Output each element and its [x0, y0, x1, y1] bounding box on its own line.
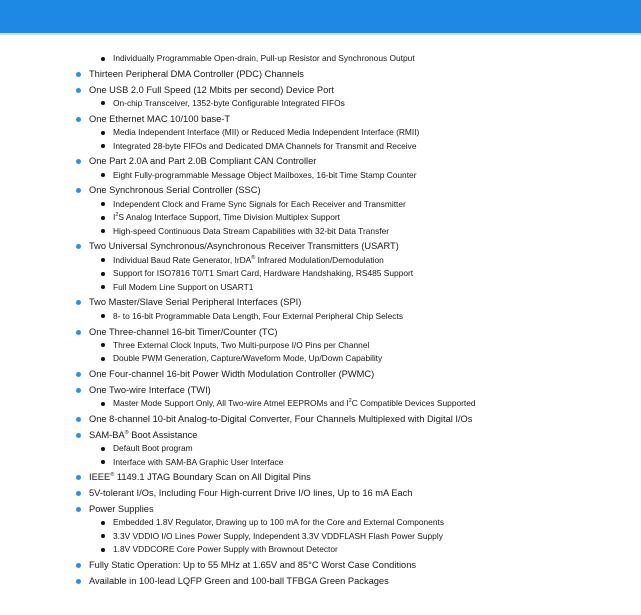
feature-item — [0, 413, 641, 426]
feature-subitem — [0, 169, 641, 182]
feature-text: Double PWM Generation, Capture/Waveform Mode, Up/Down Capability — [113, 353, 383, 364]
feature-text: Default Boot program — [113, 443, 193, 454]
feature-subitem — [0, 198, 641, 211]
bullet-icon — [76, 159, 81, 164]
header-bar — [0, 0, 641, 33]
bullet-icon — [76, 563, 81, 568]
sub-bullet-icon — [101, 144, 105, 148]
feature-subitem — [0, 254, 641, 267]
feature-subitem — [0, 442, 641, 455]
feature-text: One Three-channel 16-bit Timer/Counter (TC) — [89, 326, 278, 337]
feature-item — [0, 559, 641, 572]
sub-bullet-icon — [101, 101, 105, 105]
feature-text: Master Mode Support Only, All Two-wire Atmel EEPROMs and $I^2C$ Compatible Devices Supported — [113, 398, 476, 409]
feature-text: Embedded 1.8V Regulator, Drawing up to 100 mA for the Core and External Components — [113, 517, 445, 528]
sub-bullet-icon — [101, 285, 105, 289]
bullet-icon — [76, 491, 81, 496]
feature-item — [0, 384, 641, 397]
feature-text: One 8-channel 10-bit Analog-to-Digital Converter, Four Channels Multiplexed with Digital I/Os — [89, 414, 473, 425]
feature-text: SAM-BA® Boot Assistance — [89, 429, 198, 440]
feature-item — [0, 326, 641, 339]
sub-bullet-icon — [101, 460, 105, 464]
feature-item — [0, 503, 641, 516]
feature-text: Interface with SAM-BA Graphic User Interface — [113, 456, 284, 467]
feature-text: Media Independent Interface (MII) or Reduced Media Independent Interface (RMII) — [113, 127, 420, 138]
sub-bullet-icon — [101, 272, 105, 276]
feature-text: $I^2S$ Analog Interface Support, Time Division Multiplex Support — [113, 212, 340, 223]
feature-text: Thirteen Peripheral DMA Controller (PDC) Channels — [89, 68, 304, 79]
bullet-icon — [76, 88, 81, 93]
feature-subitem — [0, 140, 641, 153]
sub-bullet-icon — [101, 57, 105, 61]
feature-text: Support for ISO7816 T0/T1 Smart Card, Hardware Handshaking, RS485 Support — [113, 268, 414, 279]
feature-text: Integrated 28-byte FIFOs and Dedicated DMA Channels for Transmit and Receive — [113, 140, 417, 151]
bullet-icon — [76, 188, 81, 193]
feature-item — [0, 84, 641, 97]
header-divider — [0, 33, 641, 35]
bullet-icon — [76, 579, 81, 584]
bullet-icon — [76, 72, 81, 77]
feature-subitem — [0, 126, 641, 139]
feature-subitem — [0, 530, 641, 543]
bullet-icon — [76, 475, 81, 480]
feature-subitem — [0, 52, 641, 65]
feature-item — [0, 155, 641, 168]
feature-text: One Ethernet MAC 10/100 base-T — [89, 113, 231, 124]
sub-bullet-icon — [101, 343, 105, 347]
feature-subitem — [0, 456, 641, 469]
feature-text: IEEE® 1149.1 JTAG Boundary Scan on All Digital Pins — [89, 472, 311, 483]
feature-item — [0, 184, 641, 197]
sub-bullet-icon — [101, 357, 105, 361]
sub-bullet-icon — [101, 447, 105, 451]
bullet-icon — [76, 507, 81, 512]
feature-text: Two Universal Synchronous/Asynchronous Receiver Transmitters (USART) — [89, 241, 399, 252]
feature-text: Eight Fully-programmable Message Object Mailboxes, 16-bit Time Stamp Counter — [113, 169, 417, 180]
feature-list — [0, 52, 641, 588]
feature-text: One Part 2.0A and Part 2.0B Compliant CAN Controller — [89, 156, 317, 167]
feature-item — [0, 68, 641, 81]
sub-bullet-icon — [101, 173, 105, 177]
bullet-icon — [76, 372, 81, 377]
feature-text: High-speed Continuous Data Stream Capabilities with 32-bit Data Transfer — [113, 225, 390, 236]
feature-subitem — [0, 339, 641, 352]
sub-bullet-icon — [101, 131, 105, 135]
feature-text: Full Modem Line Support on USART1 — [113, 281, 254, 292]
bullet-icon — [76, 433, 81, 438]
feature-text: On-chip Transceiver, 1352-byte Configurable Integrated FIFOs — [113, 97, 345, 108]
feature-item — [0, 296, 641, 309]
sub-bullet-icon — [101, 258, 105, 262]
feature-item — [0, 368, 641, 381]
bullet-icon — [76, 388, 81, 393]
feature-item — [0, 240, 641, 253]
feature-subitem — [0, 352, 641, 365]
feature-text: One Four-channel 16-bit Power Width Modulation Controller (PWMC) — [89, 369, 375, 380]
feature-item — [0, 471, 641, 484]
sub-bullet-icon — [101, 521, 105, 525]
feature-text: One Two-wire Interface (TWI) — [89, 384, 211, 395]
sub-bullet-icon — [101, 229, 105, 233]
feature-text: Available in 100-lead LQFP Green and 100-ball TFBGA Green Packages — [89, 575, 389, 586]
bullet-icon — [76, 417, 81, 422]
feature-item — [0, 487, 641, 500]
feature-subitem — [0, 543, 641, 556]
feature-subitem — [0, 211, 641, 224]
feature-subitem — [0, 267, 641, 280]
feature-text: Fully Static Operation: Up to 55 MHz at 1.65V and 85°C Worst Case Conditions — [89, 559, 417, 570]
sub-bullet-icon — [101, 202, 105, 206]
feature-item — [0, 575, 641, 588]
bullet-icon — [76, 330, 81, 335]
feature-subitem — [0, 516, 641, 529]
sub-bullet-icon — [101, 314, 105, 318]
feature-text: Power Supplies — [89, 503, 154, 514]
feature-item — [0, 429, 641, 442]
feature-text: Individually Programmable Open-drain, Pull-up Resistor and Synchronous Output — [113, 53, 415, 63]
feature-text: Three External Clock Inputs, Two Multi-purpose I/O Pins per Channel — [113, 339, 370, 350]
feature-subitem — [0, 397, 641, 410]
feature-subitem — [0, 225, 641, 238]
bullet-icon — [76, 244, 81, 249]
bullet-icon — [76, 117, 81, 122]
sub-bullet-icon — [101, 402, 105, 406]
feature-text: Two Master/Slave Serial Peripheral Interfaces (SPI) — [89, 297, 302, 308]
feature-text: 3.3V VDDIO I/O Lines Power Supply, Independent 3.3V VDDFLASH Flash Power Supply — [113, 530, 443, 541]
feature-text: Individual Baud Rate Generator, IrDA® Infrared Modulation/Demodulation — [113, 254, 384, 265]
feature-text: One USB 2.0 Full Speed (12 Mbits per second) Device Port — [89, 84, 334, 95]
feature-text: 8- to 16-bit Programmable Data Length, Four External Peripheral Chip Selects — [113, 310, 404, 321]
feature-text: One Synchronous Serial Controller (SSC) — [89, 185, 261, 196]
feature-item — [0, 113, 641, 126]
feature-text: 5V-tolerant I/Os, Including Four High-current Drive I/O lines, Up to 16 mA Each — [89, 488, 413, 499]
sub-bullet-icon — [101, 548, 105, 552]
feature-text: Independent Clock and Frame Sync Signals for Each Receiver and Transmitter — [113, 198, 406, 209]
bullet-icon — [76, 300, 81, 305]
feature-subitem — [0, 97, 641, 110]
feature-subitem — [0, 281, 641, 294]
feature-text: 1.8V VDDCORE Core Power Supply with Brownout Detector — [113, 544, 338, 555]
sub-bullet-icon — [101, 216, 105, 220]
feature-subitem — [0, 310, 641, 323]
sub-bullet-icon — [101, 534, 105, 538]
